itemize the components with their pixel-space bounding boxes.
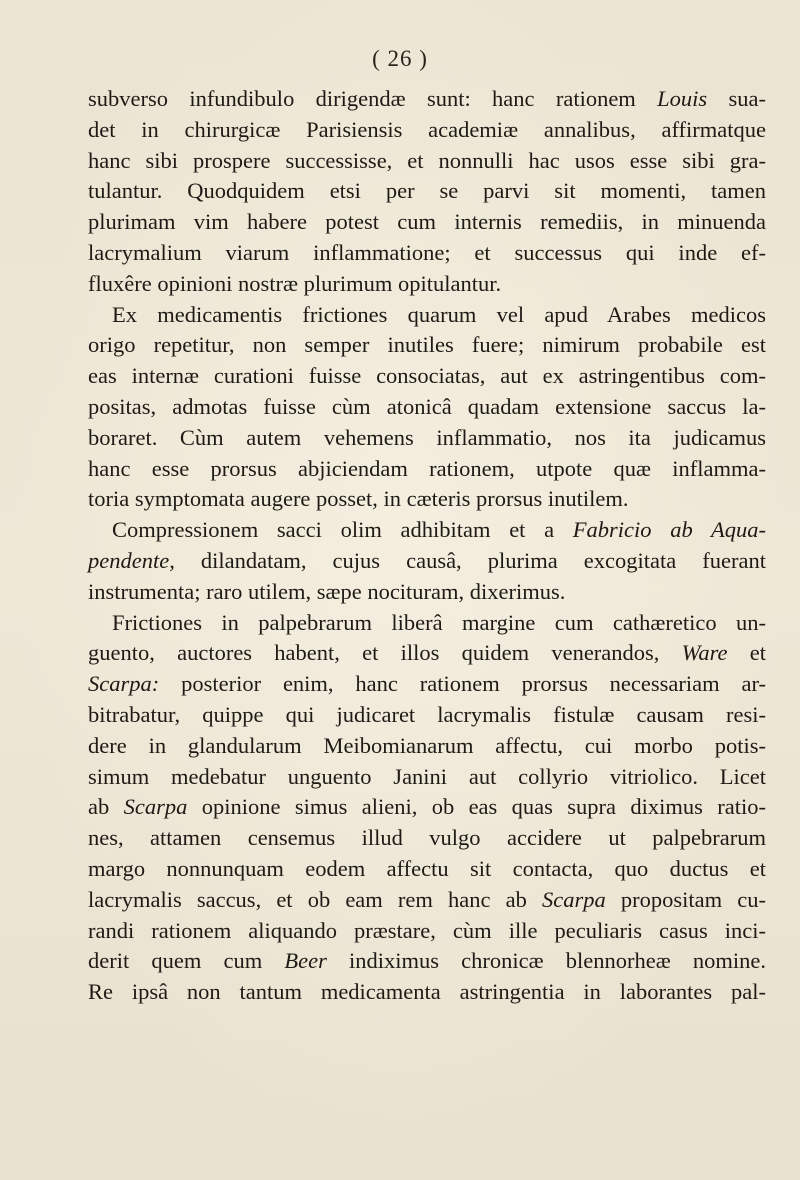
text-line: nes, attamen censemus illud vulgo accidere ut palpebrarum [88,825,766,851]
text-line: margo nonnunquam eodem affectu sit contacta, quo ductus et [88,855,766,881]
text-line: derit quem cum Beer indiximus chronicæ blennorheæ nomine. [88,948,766,974]
text-line: Scarpa: posterior enim, hanc rationem prorsus necessariam ar- [88,671,766,697]
text-line: bitrabatur, quippe qui judicaret lacrymalis fistulæ causam resi- [88,701,766,727]
text-line: plurimam vim habere potest cum internis remediis, in minuenda [88,209,766,235]
text-line: hanc esse prorsus abjiciendam rationem, utpote quæ inflamma- [88,455,766,481]
text-line: fluxêre opinioni nostræ plurimum opitulantur. [88,270,502,296]
text-line: lacrymalium viarum inflammatione; et successus qui inde ef- [88,239,766,265]
text-line: eas internæ curationi fuisse consociatas, aut ex astringentibus com- [88,363,766,389]
text-line: lacrymalis saccus, et ob eam rem hanc ab Scarpa propositam cu- [88,886,766,912]
text-line: hanc sibi prospere successisse, et nonnulli hac usos esse sibi gra- [88,147,766,173]
text-line: simum medebatur unguento Janini aut collyrio vitriolico. Licet [88,763,766,789]
body-text [88,84,766,1008]
text-line: guento, auctores habent, et illos quidem venerandos, Ware et [88,640,766,666]
text-line: positas, admotas fuisse cùm atonicâ quadam extensione saccus la- [88,393,766,419]
text-line: tulantur. Quodquidem etsi per se parvi sit momenti, tamen [88,178,766,204]
text-line: toria symptomata augere posset, in cæteris prorsus inutilem. [88,486,629,512]
text-line: Re ipsâ non tantum medicamenta astringentia in laborantes pal- [88,979,766,1005]
text-line: pendente, dilandatam, cujus causâ, plurima excogitata fuerant [88,547,766,573]
text-line: ab Scarpa opinione simus alieni, ob eas quas supra diximus ratio- [88,794,766,820]
text-line: det in chirurgicæ Parisiensis academiæ annalibus, affirmatque [88,116,766,142]
text-line: boraret. Cùm autem vehemens inflammatio, nos ita judicamus [88,424,766,450]
text-line: randi rationem aliquando præstare, cùm ille peculiaris casus inci- [88,917,766,943]
text-line: Frictiones in palpebrarum liberâ margine cum cathæretico un- [112,609,766,635]
text-line: instrumenta; raro utilem, sæpe nocituram, dixerimus. [88,578,566,604]
text-line: Compressionem sacci olim adhibitam et a Fabricio ab Aqua- [112,517,766,543]
text-line: dere in glandularum Meibomianarum affectu, cui morbo potis- [88,732,766,758]
text-line: subverso infundibulo dirigendæ sunt: hanc rationem Louis sua- [88,86,766,111]
text-line: origo repetitur, non semper inutiles fuere; nimirum probabile est [88,332,766,358]
text-line: Ex medicamentis frictiones quarum vel apud Arabes medicos [112,301,766,327]
page-number: ( 26 ) [372,46,428,71]
